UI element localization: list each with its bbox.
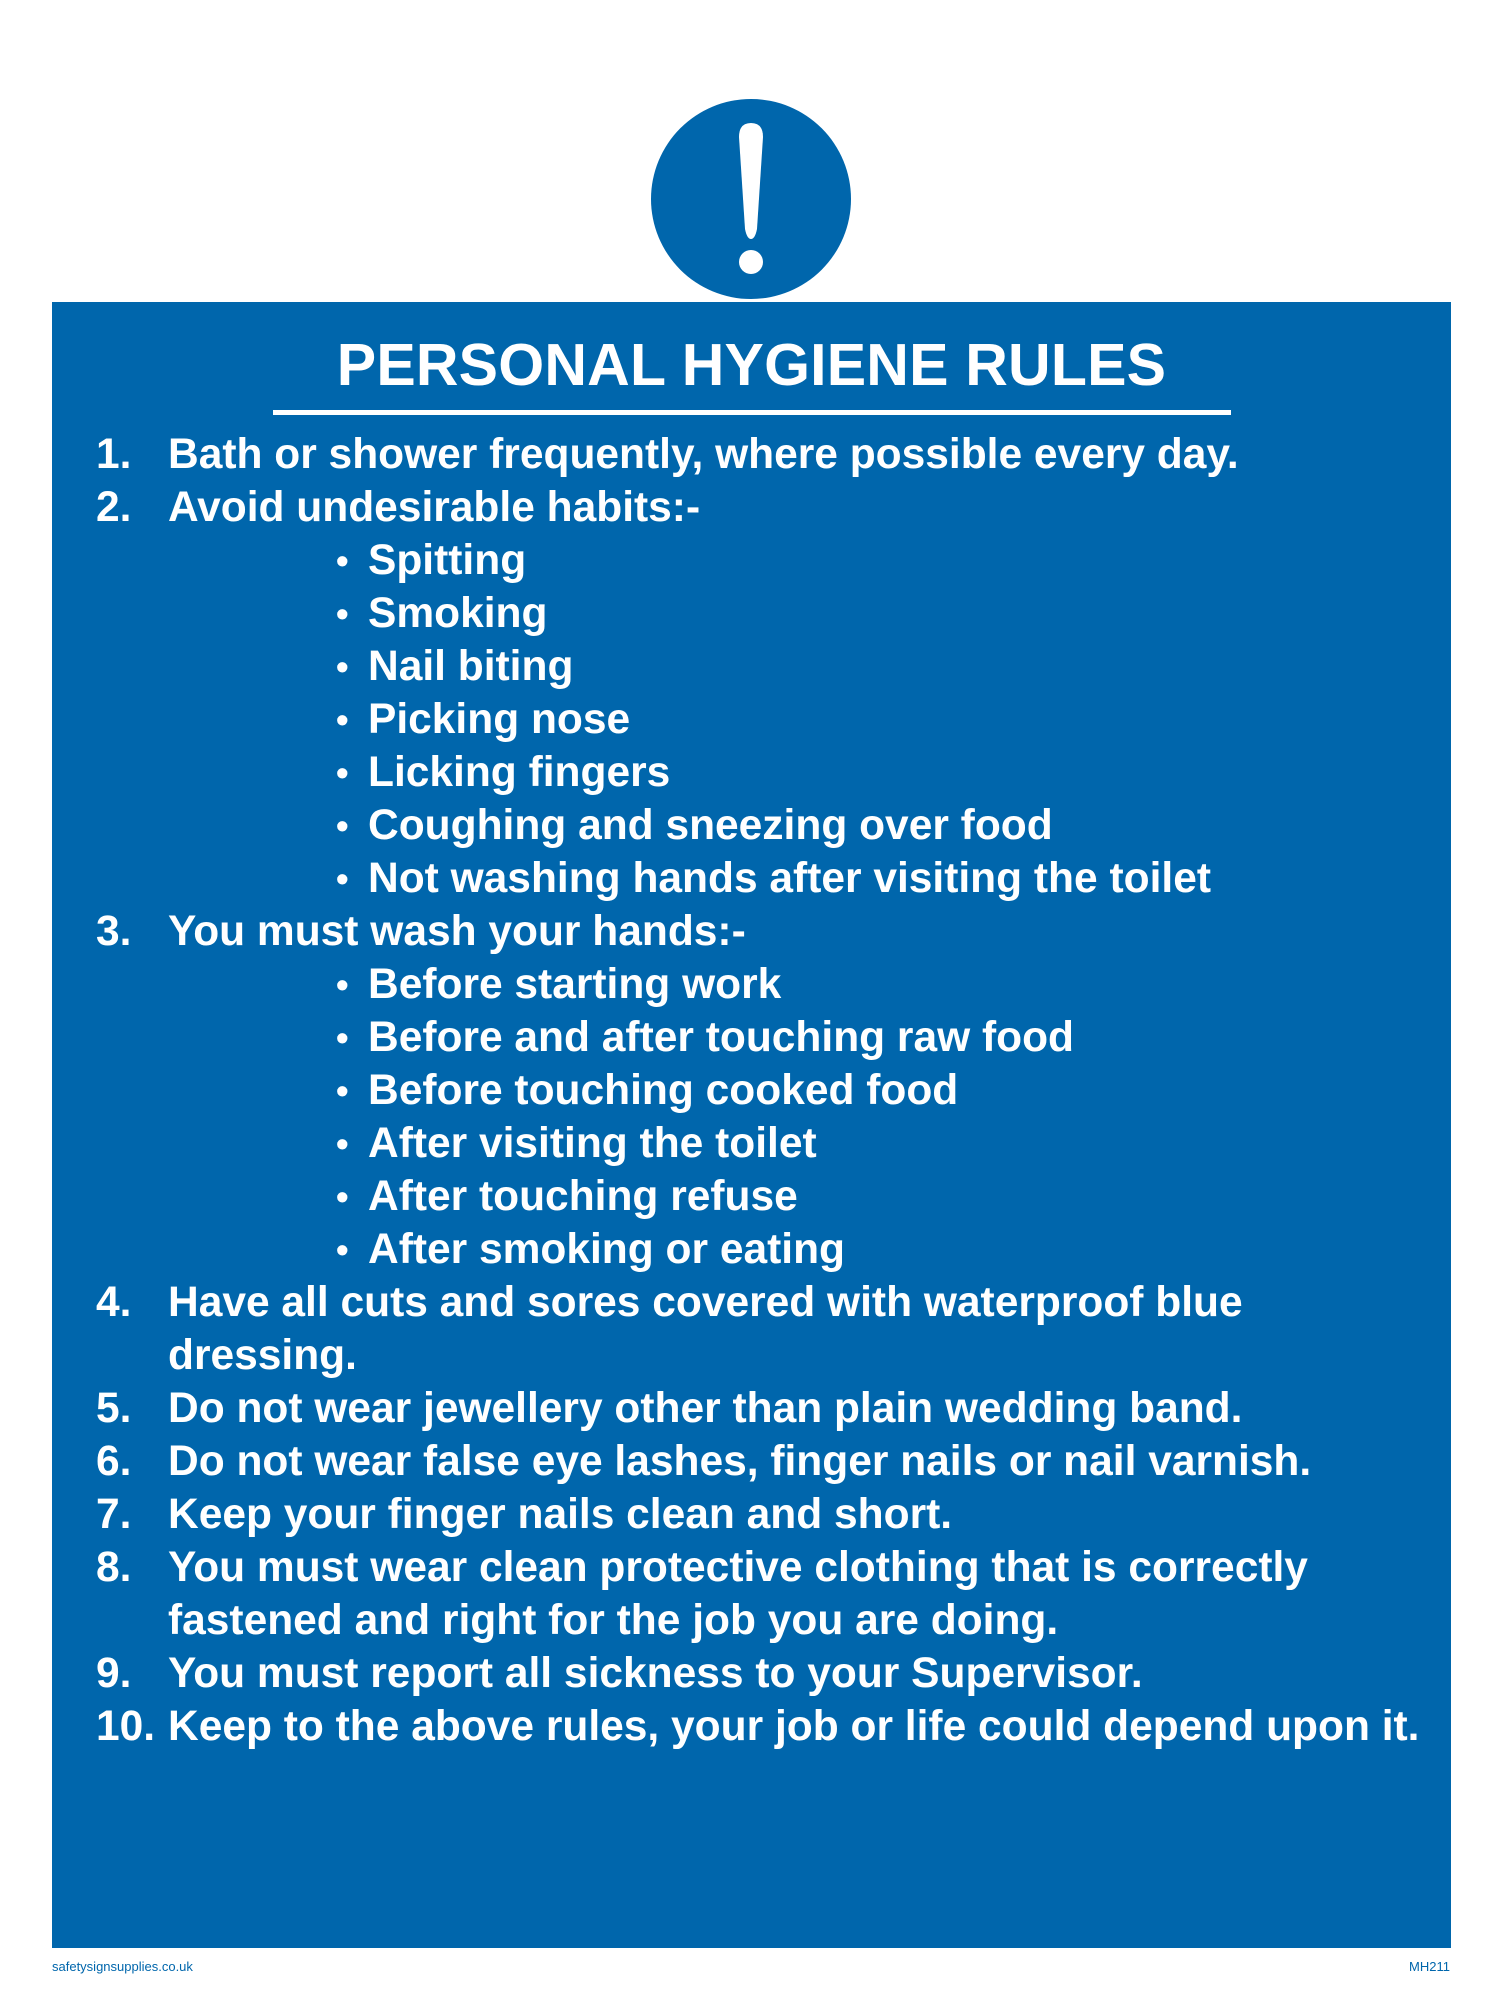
rule-number: 3. <box>96 908 132 955</box>
sign-panel <box>52 302 1451 1948</box>
sub-item <box>96 799 1431 852</box>
rule-item <box>96 1382 1431 1435</box>
rule-text: Have all cuts and sores covered with waterproof blue dressing. <box>168 1279 1243 1379</box>
bullet-icon: • <box>336 540 349 581</box>
sub-item <box>96 640 1431 693</box>
rule-item <box>96 1276 1431 1382</box>
bullet-icon: • <box>336 964 349 1005</box>
rule-number: 6. <box>96 1438 132 1485</box>
sub-item-text: Coughing and sneezing over food <box>368 802 1053 849</box>
rule-item <box>96 481 1431 534</box>
bullet-icon: • <box>336 1176 349 1217</box>
rule-item <box>96 905 1431 958</box>
rule-number: 2. <box>96 484 132 531</box>
rule-text: Do not wear false eye lashes, finger nails or nail varnish. <box>168 1438 1312 1485</box>
footer-website: safetysignsupplies.co.uk <box>52 1959 193 1974</box>
sub-item-text: After smoking or eating <box>368 1226 846 1273</box>
sub-item-text: Licking fingers <box>368 749 671 796</box>
rule-text: Keep to the above rules, your job or life could depend upon it. <box>168 1703 1420 1750</box>
sub-item <box>96 958 1431 1011</box>
sub-item <box>96 693 1431 746</box>
rule-number: 5. <box>96 1385 132 1432</box>
title-underline <box>273 410 1231 415</box>
bullet-icon: • <box>336 646 349 687</box>
exclamation-circle-icon <box>651 99 851 299</box>
sub-item-text: Not washing hands after visiting the toilet <box>368 855 1211 902</box>
rules-list <box>96 428 1431 1753</box>
rule-item <box>96 1700 1431 1753</box>
rule-number: 10. <box>96 1703 156 1750</box>
rule-text: You must wear clean protective clothing that is correctly fastened and right for the job you are doing. <box>168 1544 1308 1644</box>
sub-item <box>96 587 1431 640</box>
sub-item <box>96 534 1431 587</box>
bullet-icon: • <box>336 858 349 899</box>
rule-number: 8. <box>96 1544 132 1591</box>
sub-item <box>96 1011 1431 1064</box>
rule-text: You must report all sickness to your Supervisor. <box>168 1650 1143 1697</box>
bullet-icon: • <box>336 1123 349 1164</box>
sub-item <box>96 852 1431 905</box>
sub-item-text: Smoking <box>368 590 548 637</box>
sub-item <box>96 1117 1431 1170</box>
sub-item-text: Before and after touching raw food <box>368 1014 1075 1061</box>
rule-item <box>96 1488 1431 1541</box>
bullet-icon: • <box>336 1070 349 1111</box>
rule-number: 7. <box>96 1491 132 1538</box>
sub-item-text: Nail biting <box>368 643 574 690</box>
bullet-icon: • <box>336 1229 349 1270</box>
rule-text: Bath or shower frequently, where possible every day. <box>168 431 1239 478</box>
sign-title: PERSONAL HYGIENE RULES <box>336 332 1167 398</box>
footer-code: MH211 <box>1409 1959 1450 1974</box>
sub-item-text: Spitting <box>368 537 527 584</box>
sub-item-text: After touching refuse <box>368 1173 798 1220</box>
rule-item <box>96 1647 1431 1700</box>
sub-item <box>96 1170 1431 1223</box>
sub-item-text: Before touching cooked food <box>368 1067 959 1114</box>
sub-item <box>96 1223 1431 1276</box>
sub-list <box>96 958 1431 1276</box>
bullet-icon: • <box>336 593 349 634</box>
rule-number: 4. <box>96 1279 132 1326</box>
sub-item <box>96 746 1431 799</box>
sub-item <box>96 1064 1431 1117</box>
rule-number: 9. <box>96 1650 132 1697</box>
bullet-icon: • <box>336 805 349 846</box>
bullet-icon: • <box>336 752 349 793</box>
sub-list <box>96 534 1431 905</box>
sub-item-text: Picking nose <box>368 696 631 743</box>
sub-item-text: Before starting work <box>368 961 782 1008</box>
bullet-icon: • <box>336 699 349 740</box>
rule-number: 1. <box>96 431 132 478</box>
rule-item <box>96 1541 1431 1647</box>
rule-text: Do not wear jewellery other than plain wedding band. <box>168 1385 1243 1432</box>
bullet-icon: • <box>336 1017 349 1058</box>
rule-item <box>96 1435 1431 1488</box>
rule-item <box>96 428 1431 481</box>
rule-text: Keep your finger nails clean and short. <box>168 1491 953 1538</box>
rule-text: Avoid undesirable habits:- <box>168 484 701 531</box>
sub-item-text: After visiting the toilet <box>368 1120 817 1167</box>
rule-text: You must wash your hands:- <box>168 908 746 955</box>
